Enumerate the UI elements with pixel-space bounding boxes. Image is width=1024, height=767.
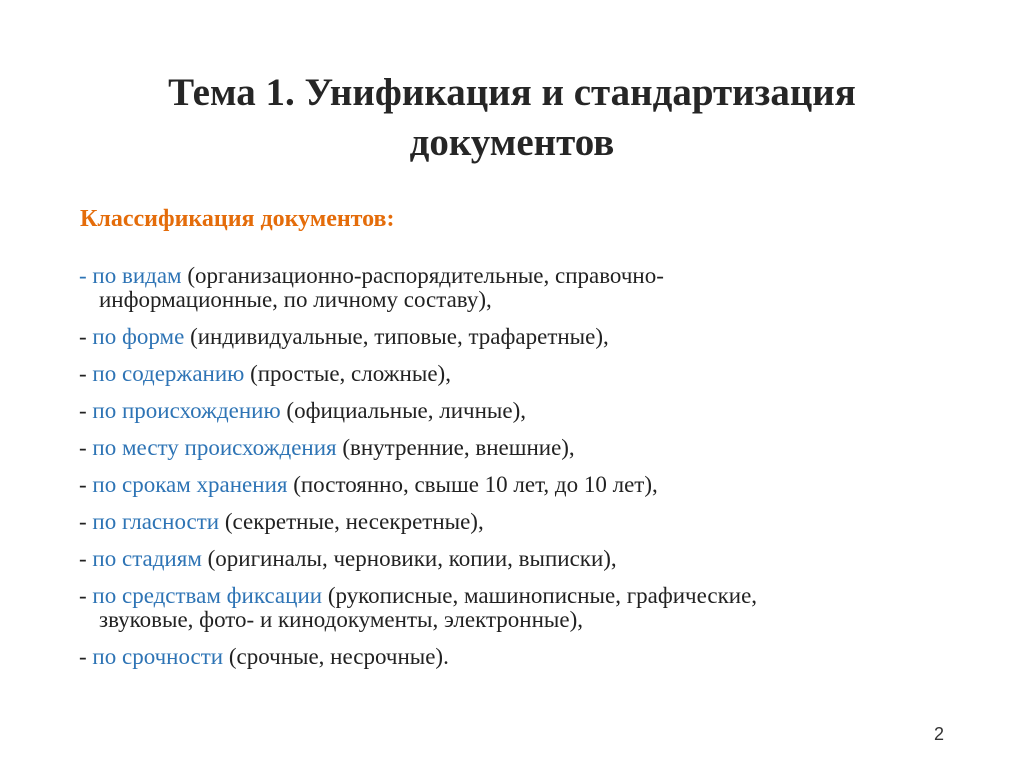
list-item-details: (простые, сложные), (244, 361, 451, 386)
list-item (79, 645, 946, 669)
list-item-details: (оригиналы, черновики, копии, выписки), (201, 546, 617, 571)
list-item-details: (постоянно, свыше 10 лет, до 10 лет), (287, 472, 658, 497)
list-item-criterion: по форме (92, 324, 185, 349)
list-item-criterion: по месту происхождения (92, 435, 337, 460)
list-item-dash: - (79, 324, 93, 349)
list-item-dash: - (79, 263, 93, 288)
list-item (79, 547, 946, 571)
page-number: 2 (933, 724, 944, 744)
list-item-dash: - (79, 398, 93, 423)
list-item-dash: - (79, 435, 93, 460)
list-item (79, 436, 946, 460)
list-item-details: (секретные, несекретные), (219, 509, 484, 534)
list-item (79, 473, 946, 497)
list-item (79, 362, 946, 386)
list-item-criterion: по стадиям (92, 546, 202, 571)
section-heading: Классификация документов: (80, 206, 395, 232)
list-item (79, 399, 946, 423)
list-item (79, 325, 946, 349)
classification-list (79, 264, 946, 682)
list-item-details: (рукописные, машинописные, графические, (322, 583, 758, 608)
list-item-dash: - (79, 546, 93, 571)
list-item-criterion: по гласности (92, 509, 220, 534)
list-item-criterion: по видам (92, 263, 182, 288)
list-item-details-continued: звуковые, фото- и кинодокументы, электронные), (99, 607, 583, 632)
slide-title-line-2: документов (409, 121, 615, 164)
list-item-dash: - (79, 644, 93, 669)
slide-title (0, 68, 1024, 168)
list-item-dash: - (79, 361, 93, 386)
list-item-details: (официальные, личные), (280, 398, 526, 423)
list-item-criterion: по происхождению (92, 398, 281, 423)
list-item-dash: - (79, 509, 93, 534)
list-item-details: (внутренние, внешние), (336, 435, 575, 460)
list-item-criterion: по содержанию (92, 361, 245, 386)
list-item (79, 264, 946, 312)
list-item-criterion: по срочности (92, 644, 224, 669)
list-item-dash: - (79, 583, 93, 608)
list-item-criterion: по средствам фиксации (92, 583, 323, 608)
list-item (79, 584, 946, 632)
list-item-criterion: по срокам хранения (92, 472, 288, 497)
slide-title-line-1: Тема 1. Унификация и стандартизация (168, 71, 856, 114)
list-item-dash: - (79, 472, 93, 497)
list-item-details: (организационно-распорядительные, справочно- (181, 263, 664, 288)
list-item (79, 510, 946, 534)
list-item-details: (срочные, несрочные). (223, 644, 449, 669)
list-item-details: (индивидуальные, типовые, трафаретные), (184, 324, 609, 349)
list-item-details-continued: информационные, по личному составу), (99, 287, 492, 312)
